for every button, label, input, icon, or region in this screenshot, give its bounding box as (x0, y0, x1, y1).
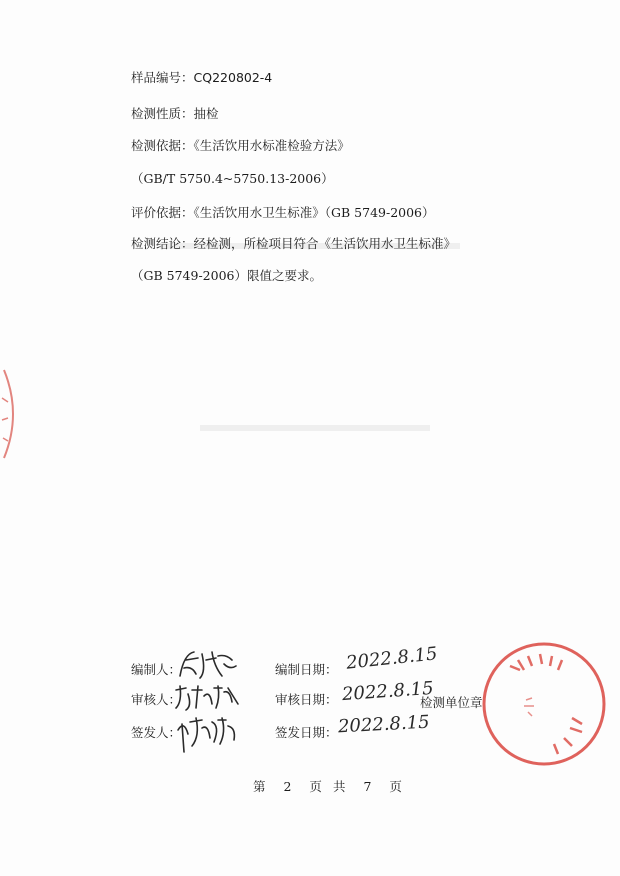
inspection-nature-value: 抽检 (193, 106, 219, 121)
review-date-value: 2022.8.15 (341, 677, 435, 706)
reviewer-label: 审核人： (131, 692, 182, 707)
total-number: 7 (363, 779, 372, 794)
compiler-signature-icon (176, 646, 240, 684)
conclusion-continuation (131, 268, 322, 284)
total-pages-indicator (333, 777, 402, 795)
review-date-label: 审核日期： (275, 692, 338, 707)
issue-date-value: 2022.8.15 (337, 711, 431, 738)
total-word: 共 (333, 779, 346, 794)
inspection-basis-value: 《生活饮用水标准检验方法》 (193, 138, 350, 153)
compile-date-value: 2022.8.15 (345, 643, 439, 674)
conclusion-value: 经检测，所检项目符合《生活饮用水卫生标准》 (193, 236, 457, 251)
issuer-signature-icon (174, 712, 240, 756)
conclusion-label: 检测结论： (131, 236, 194, 251)
compile-date-label: 编制日期： (275, 662, 338, 677)
issue-date-label: 签发日期： (275, 725, 338, 740)
bleed-through-line (200, 425, 430, 431)
page-number: 2 (283, 779, 292, 794)
reviewer-signature-icon (172, 680, 244, 714)
sample-number-value: CQ220802-4 (193, 70, 273, 85)
page-indicator (253, 777, 322, 795)
compiler-label: 编制人： (131, 662, 182, 677)
inspection-basis-label: 检测依据： (131, 138, 194, 153)
evaluation-basis-label: 评价依据： (131, 205, 194, 220)
page-unit: 页 (309, 779, 322, 794)
evaluation-basis-row (131, 205, 435, 221)
partial-seal-left-icon (0, 368, 26, 460)
official-seal-icon (452, 640, 620, 772)
total-unit: 页 (389, 779, 402, 794)
conclusion-row (131, 236, 456, 252)
inspection-nature-row (131, 106, 219, 122)
evaluation-basis-value: 《生活饮用水卫生标准》（GB 5749-2006） (193, 205, 435, 220)
inspection-basis-continuation (131, 171, 334, 187)
conclusion-standard: （GB 5749-2006）限值之要求。 (131, 268, 322, 283)
inspection-basis-standard: （GB/T 5750.4~5750.13-2006） (131, 171, 334, 186)
unit-seal-label: 检测单位章 (420, 695, 483, 710)
inspection-nature-label: 检测性质： (131, 106, 194, 121)
inspection-basis-row (131, 138, 350, 154)
issuer-label: 签发人： (131, 725, 182, 740)
sample-number-row (131, 70, 272, 86)
sample-number-label: 样品编号： (131, 70, 194, 85)
page-word: 第 (253, 779, 266, 794)
